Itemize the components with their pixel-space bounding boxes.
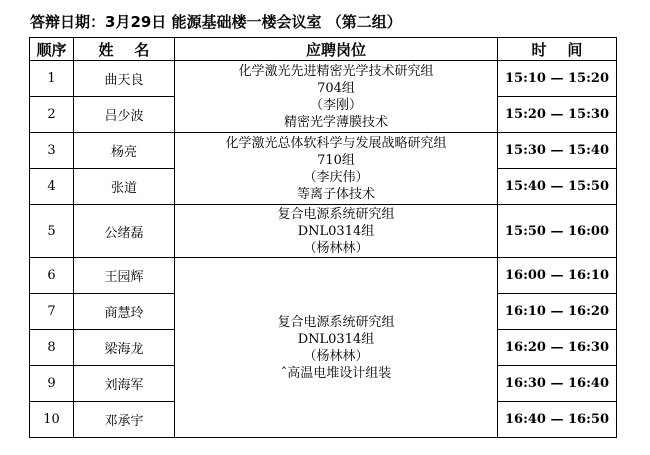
name-cell: 曲天良 [74,61,175,97]
position-line: 化学激光先进精密光学技术研究组 [238,63,434,79]
position-line: ˆ高温电堆设计组装 [280,365,392,381]
time-cell: 15:30 — 15:40 [498,133,617,169]
name-cell: 梁海龙 [74,330,175,366]
time-cell: 16:10 — 16:20 [498,294,617,330]
column-header-name: 姓 名 [74,38,175,61]
time-cell: 15:20 — 15:30 [498,97,617,133]
position-line: 精密光学薄膜技术 [283,114,388,130]
time-cell: 15:40 — 15:50 [498,169,617,205]
position-cell [175,205,498,258]
time-cell: 15:50 — 16:00 [498,205,617,258]
time-cell: 16:00 — 16:10 [498,258,617,294]
order-cell: 5 [30,205,74,258]
table-row [30,133,617,169]
name-cell: 吕少波 [74,97,175,133]
position-line: （杨林林） [303,240,369,256]
order-cell: 9 [30,366,74,402]
time-cell: 16:40 — 16:50 [498,402,617,438]
column-header-order: 顺序 [30,38,74,61]
order-cell: 1 [30,61,74,97]
position-line: DNL0314组 [297,331,375,347]
name-cell: 商慧玲 [74,294,175,330]
table-row [30,61,617,97]
name-cell: 邓承宇 [74,402,175,438]
table-header-row [30,38,617,61]
position-line: （李庆伟） [303,169,369,185]
name-cell: 王园辉 [74,258,175,294]
time-cell: 16:20 — 16:30 [498,330,617,366]
order-cell: 7 [30,294,74,330]
table-row [30,205,617,258]
position-line: 等离子体技术 [296,186,375,202]
position-line: （杨林林） [303,348,369,364]
name-cell: 刘海军 [74,366,175,402]
position-cell [175,258,498,438]
order-cell: 10 [30,402,74,438]
order-cell: 3 [30,133,74,169]
position-cell [175,133,498,205]
interview-header: 答辩日期：3月29日 能源基础楼一楼会议室 （第二组） [30,13,402,31]
time-cell: 16:30 — 16:40 [498,366,617,402]
position-cell [175,61,498,133]
interview-schedule-table [29,37,617,438]
table-row [30,258,617,294]
name-cell: 公绪磊 [74,205,175,258]
position-line: （李刚） [309,97,362,113]
column-header-position: 应聘岗位 [175,38,498,61]
position-line: 化学激光总体软科学与发展战略研究组 [225,135,447,151]
order-cell: 8 [30,330,74,366]
position-line: DNL0314组 [297,223,375,239]
order-cell: 6 [30,258,74,294]
position-line: 复合电源系统研究组 [277,314,395,330]
position-line: 复合电源系统研究组 [277,206,395,222]
name-cell: 杨亮 [74,133,175,169]
name-cell: 张道 [74,169,175,205]
order-cell: 4 [30,169,74,205]
position-line: 710组 [317,152,355,168]
order-cell: 2 [30,97,74,133]
position-line: 704组 [317,80,355,96]
column-header-time: 时 间 [498,38,617,61]
time-cell: 15:10 — 15:20 [498,61,617,97]
